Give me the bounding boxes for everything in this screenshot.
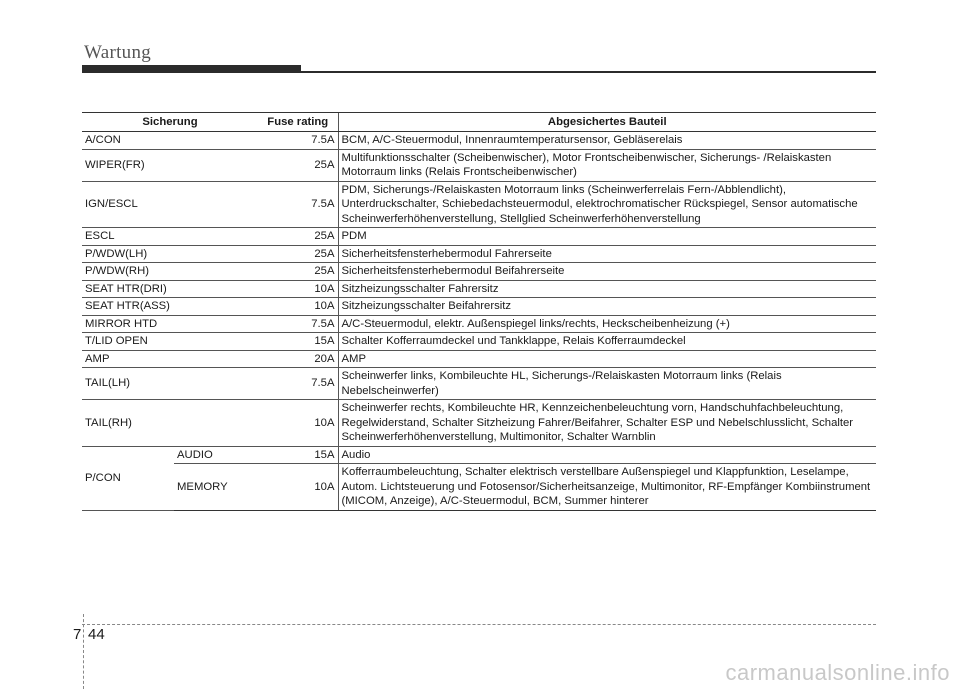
table-row [82, 263, 876, 281]
table-row [82, 350, 876, 368]
fuse-part-cell: AMP [338, 350, 876, 368]
fuse-rating-cell: 15A [258, 446, 338, 464]
table-row [82, 400, 876, 447]
fuse-part-cell: Audio [338, 446, 876, 464]
fuse-part-cell: PDM [338, 228, 876, 246]
fuse-rating-cell: 25A [258, 149, 338, 181]
fuse-part-cell: Multifunktionsschalter (Scheibenwischer), Motor Frontscheibenwischer, Sicherungs- /Relaiskasten Motorraum links (Relais Frontscheibenwischer) [338, 149, 876, 181]
fuse-group-cell: P/CON [82, 446, 174, 510]
fuse-name-cell: T/LID OPEN [82, 333, 258, 351]
table-row [82, 132, 876, 150]
fuse-part-cell: A/C-Steuermodul, elektr. Außenspiegel links/rechts, Heckscheibenheizung (+) [338, 315, 876, 333]
fuse-part-cell: Scheinwerfer rechts, Kombileuchte HR, Kennzeichenbeleuchtung vorn, Handschuhfachbeleuchtung, Regelwiderstand, Schalter Sitzheizung Fahrer/Beifahrer, Schalter ESP und Nebelschlusslicht, Schalter Scheinwerferhöhenverstellung, Multimonitor, Schalter Warnblin [338, 400, 876, 447]
fuse-part-cell: Sitzheizungsschalter Fahrersitz [338, 280, 876, 298]
fuse-rating-cell: 20A [258, 350, 338, 368]
fuse-name-cell: ESCL [82, 228, 258, 246]
fuse-sub-cell: MEMORY [174, 464, 258, 511]
fuse-name-cell: P/WDW(RH) [82, 263, 258, 281]
table-row [82, 280, 876, 298]
chapter-number: 7 [73, 626, 82, 643]
page-header-title: Wartung [84, 42, 152, 63]
fuse-name-cell: IGN/ESCL [82, 181, 258, 228]
fuse-rating-cell: 7.5A [258, 368, 338, 400]
fuse-name-cell: TAIL(LH) [82, 368, 258, 400]
fuse-name-cell: SEAT HTR(DRI) [82, 280, 258, 298]
fuse-part-cell: BCM, A/C-Steuermodul, Innenraumtemperatursensor, Gebläserelais [338, 132, 876, 150]
table-row [82, 333, 876, 351]
fuse-name-cell: A/CON [82, 132, 258, 150]
fuse-part-cell: Sicherheitsfensterhebermodul Fahrerseite [338, 245, 876, 263]
fuse-name-cell: AMP [82, 350, 258, 368]
footer-rule [82, 624, 876, 625]
column-header-part: Abgesichertes Bauteil [338, 113, 876, 132]
watermark: carmanualsonline.info [725, 660, 950, 685]
fuse-rating-cell: 7.5A [258, 181, 338, 228]
fuse-name-cell: SEAT HTR(ASS) [82, 298, 258, 316]
fuse-rating-cell: 15A [258, 333, 338, 351]
fuse-name-cell: TAIL(RH) [82, 400, 258, 447]
column-header-rating: Fuse rating [258, 113, 338, 132]
table-row [82, 464, 876, 511]
fuse-part-cell: Sicherheitsfensterhebermodul Beifahrerseite [338, 263, 876, 281]
fuse-part-cell: Scheinwerfer links, Kombileuchte HL, Sicherungs-/Relaiskasten Motorraum links (Relais Nebelscheinwerfer) [338, 368, 876, 400]
table-row [82, 368, 876, 400]
table-row [82, 446, 876, 464]
fuse-sub-cell: AUDIO [174, 446, 258, 464]
fuse-rating-cell: 7.5A [258, 315, 338, 333]
page-number: 44 [88, 626, 105, 643]
table-row [82, 298, 876, 316]
fuse-part-cell: Sitzheizungsschalter Beifahrersitz [338, 298, 876, 316]
table-row [82, 149, 876, 181]
table-row [82, 315, 876, 333]
table-row [82, 181, 876, 228]
fuse-rating-cell: 25A [258, 263, 338, 281]
fuse-rating-cell: 7.5A [258, 132, 338, 150]
fuse-part-cell: Schalter Kofferraumdeckel und Tankklappe, Relais Kofferraumdeckel [338, 333, 876, 351]
fuse-rating-cell: 25A [258, 245, 338, 263]
fuse-rating-cell: 25A [258, 228, 338, 246]
table-row [82, 245, 876, 263]
fuse-rating-cell: 10A [258, 298, 338, 316]
header-rule [82, 71, 876, 73]
fuse-name-cell: P/WDW(LH) [82, 245, 258, 263]
fuse-part-cell: PDM, Sicherungs-/Relaiskasten Motorraum links (Scheinwerferrelais Fern-/Abblendlicht), Unterdruckschalter, Schiebedachsteuermodul, elektrochromatischer Rückspiegel, Sensor automatische Scheinwerferhöhenverstellung, Stellglied Scheinwerferhöhenverstellung [338, 181, 876, 228]
table-row [82, 228, 876, 246]
fuse-rating-cell: 10A [258, 400, 338, 447]
fuse-name-cell: MIRROR HTD [82, 315, 258, 333]
column-header-fuse: Sicherung [82, 113, 258, 132]
fuse-name-cell: WIPER(FR) [82, 149, 258, 181]
fuse-rating-cell: 10A [258, 464, 338, 511]
footer-divider [83, 614, 84, 689]
fuse-table [82, 112, 876, 511]
fuse-rating-cell: 10A [258, 280, 338, 298]
table-header-row [82, 113, 876, 132]
fuse-part-cell: Kofferraumbeleuchtung, Schalter elektrisch verstellbare Außenspiegel und Klappfunktion, Leselampe, Autom. Lichtsteuerung und Fotosensor/Sicherheitsanzeige, Multimonitor, RF-Empfänger Kombiinstrument (MICOM, Anzeige), A/C-Steuermodul, BCM, Summer hinterer [338, 464, 876, 511]
